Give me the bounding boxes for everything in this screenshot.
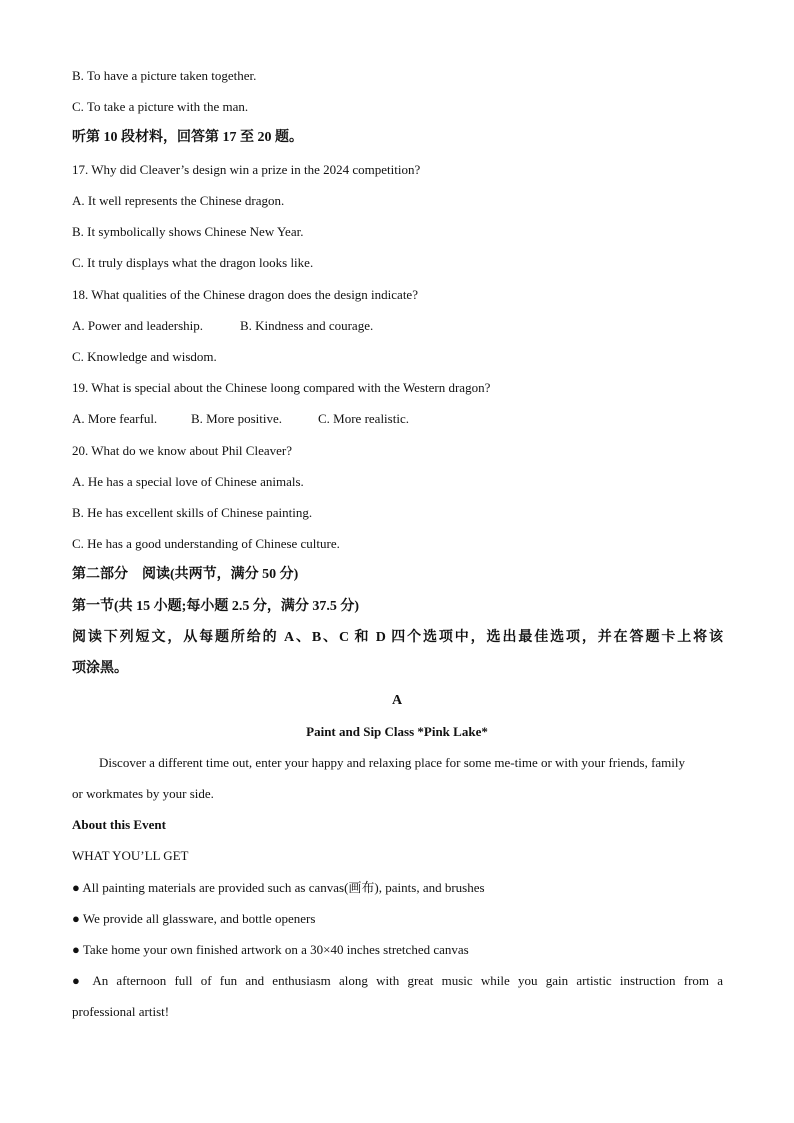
q19-option-a: A. More fearful.	[72, 411, 158, 426]
about-event-heading: About this Event	[72, 817, 166, 832]
bullet-item-continuation: professional artist!	[72, 1004, 170, 1019]
q19-option-c: C. More realistic.	[318, 411, 409, 426]
q18-option-b: B. Kindness and courage.	[240, 318, 374, 333]
q17-question: 17. Why did Cleaver’s design win a prize in the 2024 competition?	[72, 162, 421, 177]
q20-option-a: A. He has a special love of Chinese animals.	[72, 474, 304, 489]
q18-question: 18. What qualities of the Chinese dragon does the design indicate?	[72, 287, 418, 302]
q16-option-b: B. To have a picture taken together.	[72, 68, 257, 83]
q17-option-b: B. It symbolically shows Chinese New Year.	[72, 224, 304, 239]
q19-question: 19. What is special about the Chinese loong compared with the Western dragon?	[72, 380, 491, 395]
passage-title: Paint and Sip Class *Pink Lake*	[306, 724, 488, 739]
section-1-heading: 第一节(共 15 小题;每小题 2.5 分，满分 37.5 分)	[72, 599, 359, 614]
q20-option-c: C. He has a good understanding of Chinese culture.	[72, 536, 340, 551]
passage-letter: A	[391, 693, 403, 708]
part-2-heading: 第二部分 阅读(共两节，满分 50 分)	[72, 567, 299, 582]
intro-line-2: or workmates by your side.	[72, 786, 214, 801]
q20-option-b: B. He has excellent skills of Chinese painting.	[72, 505, 313, 520]
q18-option-a: A. Power and leadership.	[72, 318, 204, 333]
q20-question: 20. What do we know about Phil Cleaver?	[72, 443, 292, 458]
q16-option-c: C. To take a picture with the man.	[72, 99, 249, 114]
q17-option-a: A. It well represents the Chinese dragon.	[72, 193, 285, 208]
instructions-line-2: 项涂黑。	[72, 661, 128, 676]
bullet-item: ● We provide all glassware, and bottle openers	[72, 911, 316, 926]
intro-line-1: Discover a different time out, enter your happy and relaxing place for some me-time or with your friends, family	[99, 755, 686, 770]
section-10-heading: 听第 10 段材料，回答第 17 至 20 题。	[72, 130, 303, 145]
bullet-item: ● An afternoon full of fun and enthusiasm along with great music while you gain artistic instruction from a	[72, 973, 723, 988]
instructions-line-1: 阅读下列短文，从每题所给的 A、B、C 和 D 四个选项中，选出最佳选项，并在答题卡上将该	[72, 630, 723, 645]
q19-option-b: B. More positive.	[191, 411, 282, 426]
bullet-item: ● Take home your own finished artwork on a 30×40 inches stretched canvas	[72, 942, 469, 957]
q18-option-c: C. Knowledge and wisdom.	[72, 349, 217, 364]
what-you-get-heading: WHAT YOU’LL GET	[72, 848, 189, 863]
bullet-item: ● All painting materials are provided such as canvas(画布), paints, and brushes	[72, 880, 485, 895]
q17-option-c: C. It truly displays what the dragon looks like.	[72, 255, 314, 270]
